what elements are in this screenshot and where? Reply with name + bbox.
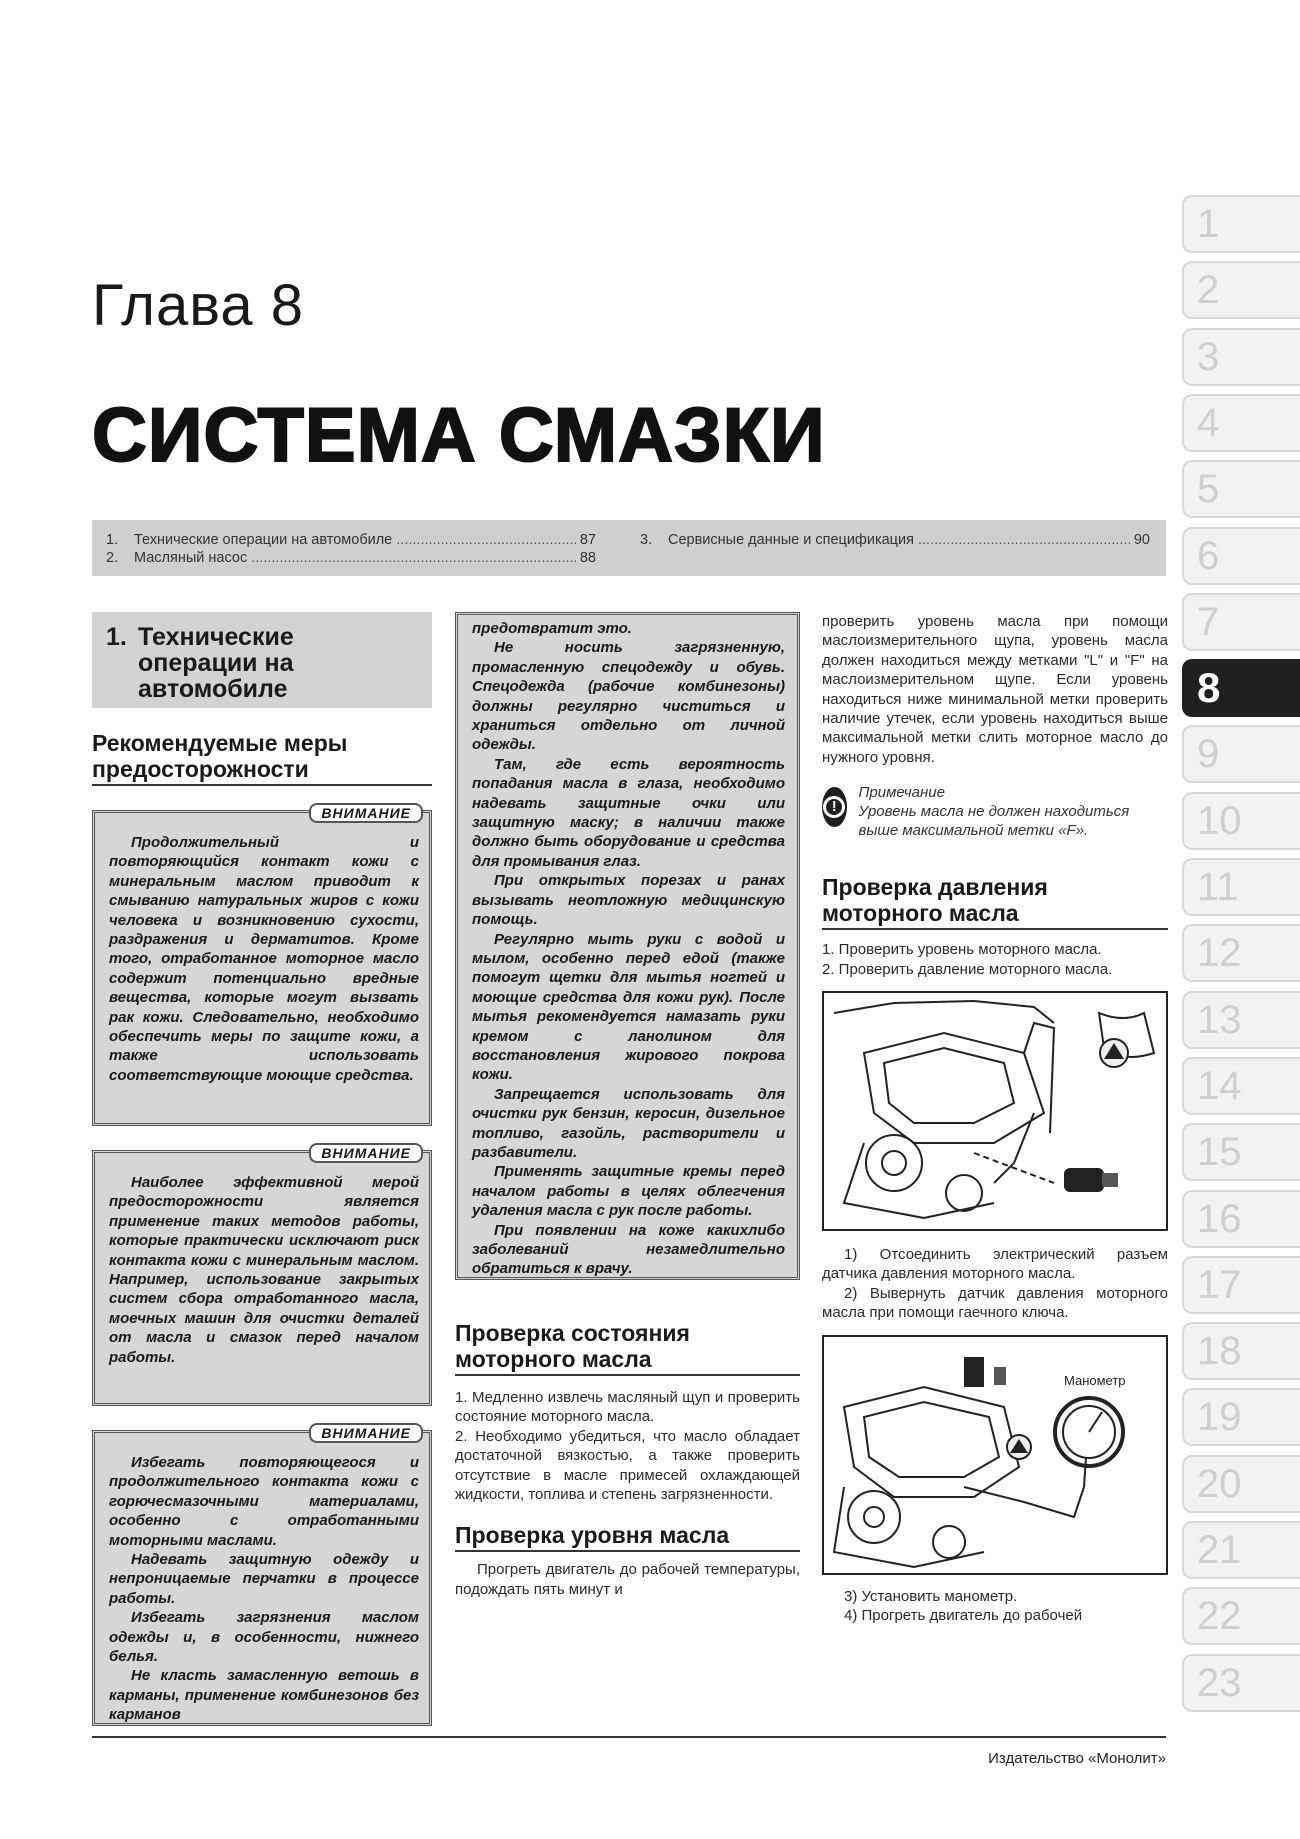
chapter-tab-13[interactable]: 13 <box>1182 991 1300 1049</box>
chapter-tab-1[interactable]: 1 <box>1182 195 1300 253</box>
column-3 <box>822 612 1168 1626</box>
chapter-tab-17[interactable]: 17 <box>1182 1256 1300 1314</box>
warning-text: Не класть замасленную ветошь в карманы, применение комбинезонов без карманов <box>109 1667 419 1724</box>
warning-box <box>92 1425 432 1726</box>
column-1 <box>92 612 432 1726</box>
chapter-tab-4[interactable]: 4 <box>1182 394 1300 452</box>
engine-figure-2 <box>822 1335 1168 1575</box>
step-text: 2. Необходимо убедиться, что масло обладает достаточной вязкостью, а также проверить отсутствие в масле примесей охлаждающей жидкости, топлива и степень загрязненности. <box>455 1427 800 1504</box>
chapter-tab-7[interactable]: 7 <box>1182 593 1300 651</box>
figure-caption: 2) Вывернуть датчик давления моторного масла при помощи гаечного ключа. <box>822 1284 1168 1322</box>
chapter-tab-22[interactable]: 22 <box>1182 1587 1300 1645</box>
table-of-contents <box>92 520 1166 576</box>
warning-text: Избегать загрязнения маслом одежды и, в особенности, нижнего белья. <box>109 1609 419 1666</box>
toc-item-number: 1. <box>106 532 119 548</box>
publisher-footer: Издательство «Монолит» <box>988 1750 1166 1767</box>
chapter-tab-19[interactable]: 19 <box>1182 1388 1300 1446</box>
toc-item-page: 88 <box>579 550 596 566</box>
precaution-text: Применять защитные кремы перед началом работы в целях облегчения удаления масла с рук после работы. <box>472 1163 785 1220</box>
chapter-tab-5[interactable]: 5 <box>1182 460 1300 518</box>
precaution-text: Не носить загрязненную, промасленную спецодежду и обувь. Спецодежда (рабочие комбинезоны) должны регулярно чиститься и храниться отдельно от личной одежды. <box>472 639 785 754</box>
column-2 <box>455 612 800 1599</box>
note-label: Примечание <box>858 784 945 802</box>
chapter-tab-12[interactable]: 12 <box>1182 924 1300 982</box>
precaution-text: предотвратит это. <box>472 620 632 637</box>
warning-box <box>92 1145 432 1406</box>
note-block <box>822 783 1168 840</box>
oil-pressure-steps <box>822 940 1168 979</box>
toc-item-label: Масляный насос ..... <box>134 548 576 568</box>
chapter-tab-6[interactable]: 6 <box>1182 527 1300 585</box>
toc-item-number: 2. <box>106 550 119 566</box>
oil-level-text: Прогреть двигатель до рабочей температуры, подождать пять минут и <box>455 1561 800 1598</box>
engine-sensor-illustration <box>824 993 1166 1229</box>
section-number: 1. <box>106 623 127 651</box>
precaution-text: При открытых порезах и ранах вызывать неотложную медицинскую помощь. <box>472 872 785 929</box>
chapter-tab-21[interactable]: 21 <box>1182 1521 1300 1579</box>
warning-text: Надевать защитную одежду и непроницаемые перчатки в процессе работы. <box>109 1551 419 1607</box>
oil-pressure-heading: Проверка давления моторного масла <box>822 874 1168 930</box>
warning-text: Наиболее эффективной мерой предосторожности является применение таких методов работы, которые практически исключают риск контакта кожи с минеральным маслом. Например, использование закрытых систем сбора отработанного масла, моечных машин для очистки деталей от масла и смазок перед началом работы. <box>109 1174 419 1366</box>
oil-level-heading: Проверка уровня масла <box>455 1522 800 1552</box>
chapter-tab-3[interactable]: 3 <box>1182 328 1300 386</box>
precaution-text: Регулярно мыть руки с водой и мылом, особенно перед едой (также помогут щетки для мытья ногтей и моющие средства для кожи рук). После мытья рекомендуется намазать руки кремом с ланолином для восстановления жирового покрова кожи. <box>472 930 785 1084</box>
toc-item-label: Технические операции на автомобиле ..... <box>134 530 576 550</box>
warning-text: Избегать повторяющегося и продолжительного контакта кожи с горючесмазочными материалами, особенно с отработанными моторными маслами. <box>109 1454 419 1549</box>
precaution-text: При появлении на коже какихлибо заболеваний незамедлительно обратиться к врачу. <box>472 1221 785 1278</box>
precautions-box <box>455 612 800 1280</box>
warning-box <box>92 805 432 1126</box>
warning-text: Продолжительный и повторяющийся контакт кожи с минеральным маслом приводит к смыванию натуральных жиров с кожи человека и возникновению сухости, раздражения и дерматитов. Кроме того, отработанное моторное масло содержит потенциально вредные вещества, которые могут вызвать рак кожи. Следовательно, необходимо обеспечить меры по защите кожи, а также использовать соответствующие моющие средства. <box>109 834 419 1084</box>
precaution-text: Там, где есть вероятность попадания масла в глаза, необходимо надевать защитные очки или защитную маску; в наличии также должно быть оборудование и средства для промывания глаз. <box>472 755 785 870</box>
toc-item-number: 3. <box>640 532 653 548</box>
precaution-text: Запрещается использовать для очистки рук бензин, керосин, дизельное топливо, газойль, растворители и разбавители. <box>472 1085 785 1161</box>
chapter-tab-20[interactable]: 20 <box>1182 1455 1300 1513</box>
chapter-tab-8[interactable]: 8 <box>1182 659 1300 717</box>
chapter-tab-14[interactable]: 14 <box>1182 1057 1300 1115</box>
chapter-title: СИСТЕМА СМАЗКИ <box>92 393 826 478</box>
step-text: 1. Проверить уровень моторного масла. <box>822 941 1102 959</box>
toc-item-label: Сервисные данные и спецификация ..... <box>668 530 1130 550</box>
footer-divider <box>92 1736 1166 1738</box>
toc-item-page: 90 <box>1133 532 1150 548</box>
section-header <box>92 612 432 708</box>
oil-condition-heading: Проверка состояния моторного масла <box>455 1320 800 1376</box>
note-text: Уровень масла не должен находиться выше максимальной метки «F». <box>858 803 1130 840</box>
chapter-tab-10[interactable]: 10 <box>1182 792 1300 850</box>
chapter-tab-18[interactable]: 18 <box>1182 1322 1300 1380</box>
toc-item[interactable] <box>106 530 596 550</box>
warning-badge: ВНИМАНИЕ <box>309 1423 423 1443</box>
section-title: Технические операции на автомобиле <box>138 623 294 703</box>
toc-item-page: 87 <box>579 532 596 548</box>
oil-condition-steps <box>455 1388 800 1504</box>
chapter-tab-9[interactable]: 9 <box>1182 725 1300 783</box>
info-icon: ! <box>822 787 847 827</box>
toc-item[interactable] <box>106 548 596 568</box>
warning-badge: ВНИМАНИЕ <box>309 803 423 823</box>
chapter-tab-2[interactable]: 2 <box>1182 261 1300 319</box>
chapter-tab-15[interactable]: 15 <box>1182 1123 1300 1181</box>
warning-badge: ВНИМАНИЕ <box>309 1143 423 1163</box>
step-text: 2. Проверить давление моторного масла. <box>822 960 1113 978</box>
figure-caption: 4) Прогреть двигатель до рабочей <box>844 1607 1083 1625</box>
oil-level-text-continued: проверить уровень масла при помощи маслоизмерительного щупа, уровень масла должен находиться между метками "L" и "F" на маслоизмерительном щупе. Если уровень находиться ниже минимальной метки проверить наличие утечек, если уровень находиться выше максимальной метки слить моторное масло до нужного уровня. <box>822 613 1168 766</box>
chapter-tab-23[interactable]: 23 <box>1182 1654 1300 1712</box>
chapter-number: Глава 8 <box>92 273 305 338</box>
chapter-tab-11[interactable]: 11 <box>1182 858 1300 916</box>
precautions-heading: Рекомендуемые меры предосторожности <box>92 730 432 786</box>
gauge-label: Манометр <box>1064 1372 1126 1388</box>
step-text: 1. Медленно извлечь масляный щуп и проверить состояние моторного масла. <box>455 1389 800 1426</box>
figure-caption: 3) Установить манометр. <box>844 1587 1018 1605</box>
engine-figure-1 <box>822 991 1168 1231</box>
toc-item[interactable] <box>640 530 1150 550</box>
chapter-tab-16[interactable]: 16 <box>1182 1190 1300 1248</box>
figure-caption: 1) Отсоединить электрический разъем датчика давления моторного масла. <box>822 1246 1168 1283</box>
